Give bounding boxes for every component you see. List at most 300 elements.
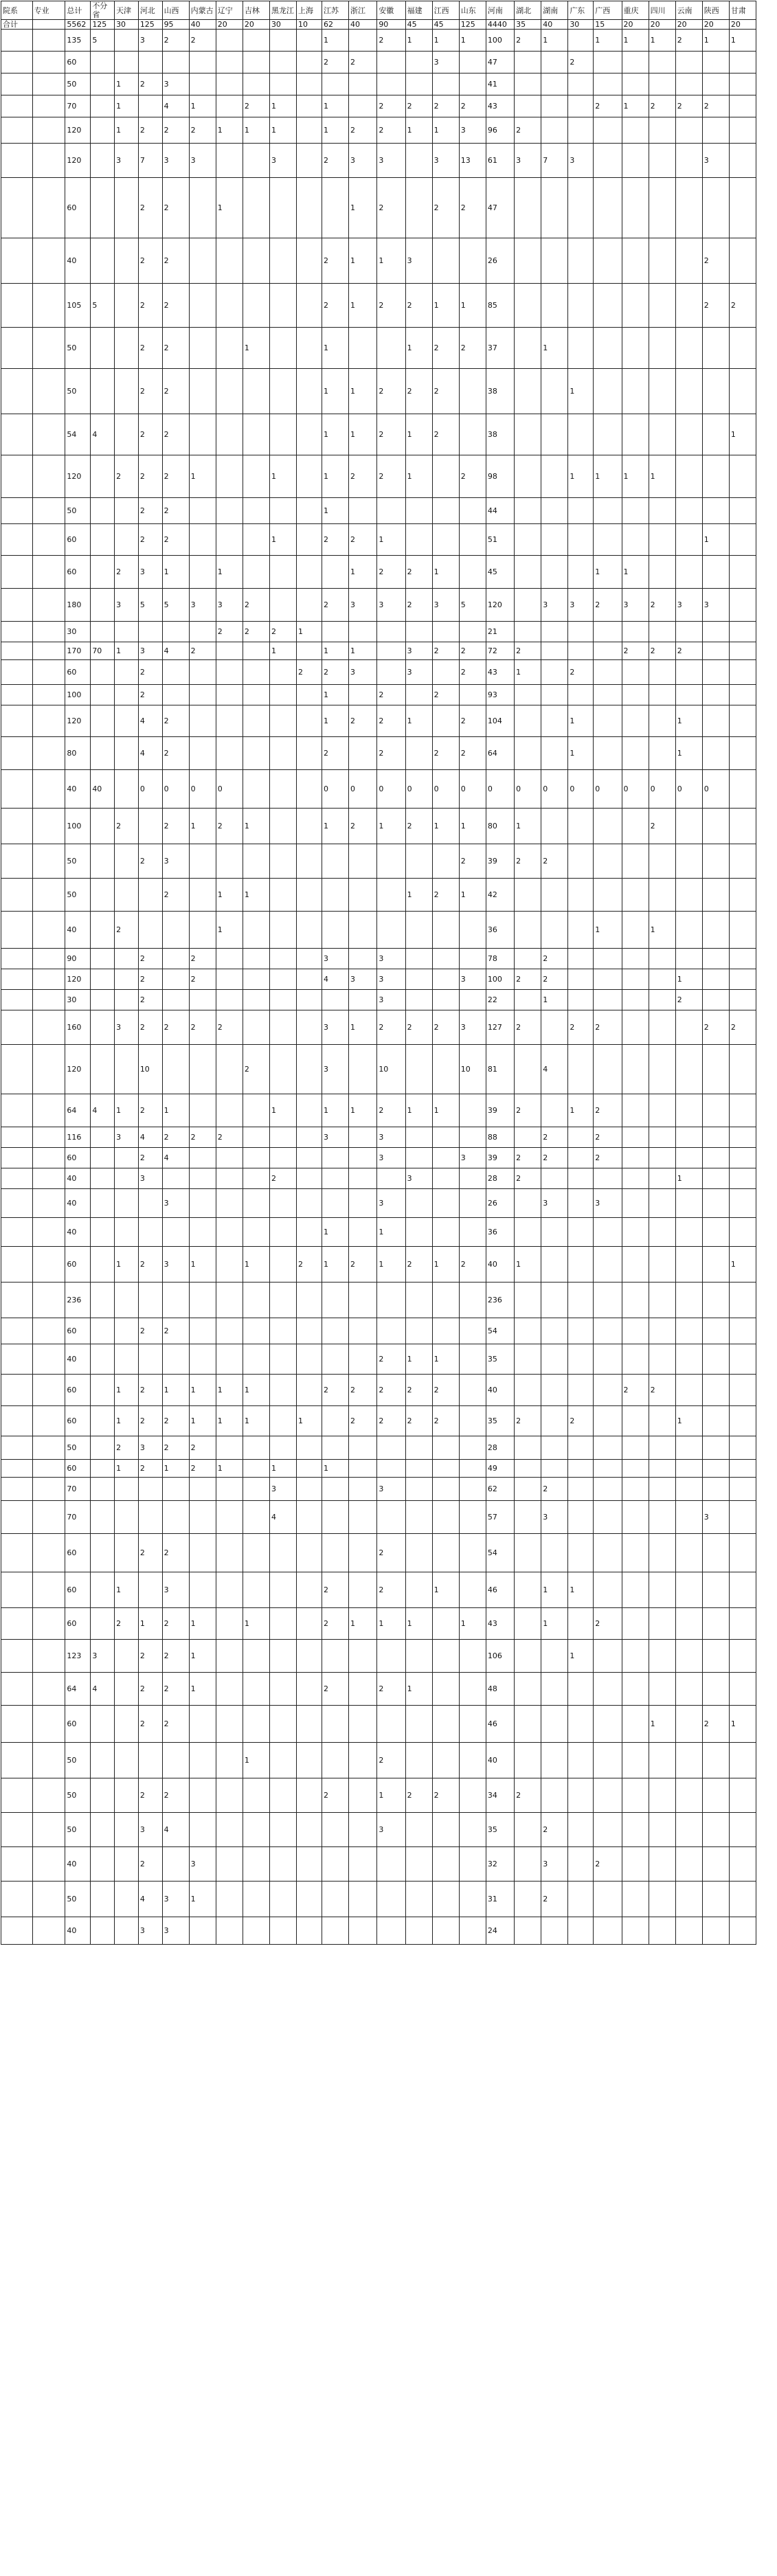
quota-cell bbox=[297, 1283, 322, 1318]
college-cell bbox=[1, 844, 33, 879]
quota-cell: 1 bbox=[432, 556, 459, 589]
major-cell bbox=[32, 1045, 65, 1094]
quota-cell bbox=[405, 1847, 432, 1882]
quota-cell: 26 bbox=[486, 1189, 514, 1218]
quota-cell bbox=[405, 1127, 432, 1148]
quota-cell bbox=[189, 284, 216, 328]
quota-cell bbox=[515, 1572, 541, 1608]
quota-cell bbox=[115, 284, 139, 328]
quota-cell bbox=[162, 660, 189, 685]
quota-cell bbox=[269, 879, 296, 912]
quota-cell bbox=[115, 1706, 139, 1743]
quota-cell: 41 bbox=[486, 74, 514, 95]
quota-cell bbox=[729, 498, 756, 524]
quota-cell bbox=[459, 238, 486, 284]
quota-cell bbox=[675, 1247, 702, 1283]
quota-cell: 42 bbox=[486, 879, 514, 912]
quota-cell bbox=[91, 52, 115, 74]
quota-cell bbox=[115, 1318, 139, 1344]
quota-cell bbox=[594, 1501, 622, 1534]
quota-cell: 1 bbox=[649, 1706, 675, 1743]
quota-cell: 2 bbox=[622, 1375, 649, 1406]
quota-cell bbox=[269, 1127, 296, 1148]
table-row bbox=[1, 328, 756, 369]
quota-cell bbox=[675, 1534, 702, 1572]
header-row bbox=[1, 1, 756, 20]
quota-cell bbox=[91, 1572, 115, 1608]
quota-cell bbox=[541, 117, 568, 144]
table-row bbox=[1, 642, 756, 660]
major-cell bbox=[32, 949, 65, 969]
quota-cell bbox=[594, 879, 622, 912]
quota-cell bbox=[459, 1460, 486, 1478]
quota-cell: 1 bbox=[115, 1247, 139, 1283]
quota-cell: 46 bbox=[486, 1572, 514, 1608]
quota-cell: 2 bbox=[649, 642, 675, 660]
quota-cell bbox=[515, 524, 541, 556]
quota-cell: 2 bbox=[216, 809, 243, 844]
quota-cell: 3 bbox=[405, 238, 432, 284]
quota-cell bbox=[702, 844, 729, 879]
quota-cell: 2 bbox=[349, 809, 377, 844]
quota-cell: 上海 bbox=[297, 1, 322, 20]
quota-cell bbox=[91, 622, 115, 642]
quota-cell bbox=[432, 1813, 459, 1847]
major-cell bbox=[32, 1882, 65, 1917]
quota-cell: 2 bbox=[377, 95, 405, 117]
table-row bbox=[1, 1283, 756, 1318]
quota-cell bbox=[269, 737, 296, 770]
quota-cell bbox=[432, 238, 459, 284]
quota-cell: 2 bbox=[322, 284, 348, 328]
quota-cell: 40 bbox=[65, 238, 91, 284]
major-cell bbox=[32, 809, 65, 844]
quota-cell: 1 bbox=[729, 30, 756, 52]
quota-cell bbox=[297, 1318, 322, 1344]
major-cell bbox=[32, 844, 65, 879]
quota-cell bbox=[349, 844, 377, 879]
quota-cell bbox=[622, 912, 649, 949]
quota-cell: 3 bbox=[377, 949, 405, 969]
quota-cell: 50 bbox=[65, 1436, 91, 1460]
table-row bbox=[1, 1478, 756, 1501]
quota-cell bbox=[432, 660, 459, 685]
quota-cell bbox=[649, 949, 675, 969]
quota-cell bbox=[594, 1673, 622, 1706]
quota-cell: 2 bbox=[322, 238, 348, 284]
quota-cell: 36 bbox=[486, 1218, 514, 1247]
quota-cell bbox=[594, 1460, 622, 1478]
quota-cell: 1 bbox=[115, 1460, 139, 1478]
quota-cell: 2 bbox=[162, 30, 189, 52]
quota-cell bbox=[568, 1608, 594, 1640]
quota-cell bbox=[189, 1148, 216, 1168]
quota-cell: 浙江 bbox=[349, 1, 377, 20]
quota-cell bbox=[541, 737, 568, 770]
quota-cell: 3 bbox=[702, 1501, 729, 1534]
quota-cell bbox=[568, 844, 594, 879]
quota-cell bbox=[322, 1847, 348, 1882]
quota-cell bbox=[702, 809, 729, 844]
quota-cell bbox=[702, 1045, 729, 1094]
quota-cell bbox=[115, 1478, 139, 1501]
quota-cell: 2 bbox=[432, 95, 459, 117]
quota-cell bbox=[729, 1189, 756, 1218]
college-cell bbox=[1, 524, 33, 556]
quota-cell bbox=[622, 1460, 649, 1478]
quota-cell bbox=[515, 284, 541, 328]
quota-cell: 1 bbox=[377, 524, 405, 556]
quota-cell: 1 bbox=[622, 556, 649, 589]
quota-cell bbox=[675, 1572, 702, 1608]
quota-cell: 3 bbox=[568, 589, 594, 622]
quota-cell bbox=[243, 144, 269, 178]
quota-cell: 2 bbox=[138, 660, 162, 685]
quota-cell bbox=[115, 1917, 139, 1945]
quota-cell bbox=[459, 1168, 486, 1189]
quota-cell bbox=[675, 1189, 702, 1218]
quota-cell bbox=[702, 52, 729, 74]
table-row bbox=[1, 1813, 756, 1847]
quota-cell bbox=[115, 1673, 139, 1706]
quota-cell: 2 bbox=[162, 1706, 189, 1743]
quota-cell: 2 bbox=[594, 1847, 622, 1882]
quota-cell: 2 bbox=[162, 284, 189, 328]
quota-cell: 30 bbox=[65, 990, 91, 1010]
quota-cell: 1 bbox=[115, 1406, 139, 1436]
quota-cell bbox=[243, 912, 269, 949]
quota-cell: 2 bbox=[138, 1318, 162, 1344]
quota-cell bbox=[115, 1847, 139, 1882]
quota-cell bbox=[115, 1283, 139, 1318]
quota-cell bbox=[91, 369, 115, 414]
quota-cell bbox=[91, 1148, 115, 1168]
table-row bbox=[1, 1406, 756, 1436]
quota-cell bbox=[216, 1847, 243, 1882]
quota-cell: 2 bbox=[243, 95, 269, 117]
quota-cell: 2 bbox=[377, 30, 405, 52]
quota-cell bbox=[541, 809, 568, 844]
quota-cell: 2 bbox=[377, 455, 405, 498]
quota-cell bbox=[216, 990, 243, 1010]
quota-cell: 1 bbox=[243, 1406, 269, 1436]
quota-cell: 64 bbox=[65, 1673, 91, 1706]
quota-cell bbox=[349, 1743, 377, 1778]
quota-cell: 3 bbox=[162, 1917, 189, 1945]
quota-cell bbox=[729, 1572, 756, 1608]
quota-cell: 2 bbox=[377, 1673, 405, 1706]
quota-cell: 43 bbox=[486, 660, 514, 685]
quota-cell bbox=[91, 1127, 115, 1148]
quota-cell bbox=[322, 1406, 348, 1436]
quota-cell bbox=[459, 498, 486, 524]
quota-cell: 2 bbox=[138, 949, 162, 969]
quota-cell: 39 bbox=[486, 844, 514, 879]
quota-cell bbox=[432, 1673, 459, 1706]
quota-cell bbox=[297, 498, 322, 524]
quota-cell bbox=[115, 660, 139, 685]
quota-cell: 49 bbox=[486, 1460, 514, 1478]
quota-cell bbox=[432, 1168, 459, 1189]
quota-cell: 2 bbox=[702, 284, 729, 328]
quota-cell bbox=[675, 369, 702, 414]
quota-cell bbox=[594, 1743, 622, 1778]
quota-cell: 2 bbox=[349, 117, 377, 144]
quota-cell: 39 bbox=[486, 1148, 514, 1168]
table-row bbox=[1, 1375, 756, 1406]
major-cell bbox=[32, 1127, 65, 1148]
quota-cell: 2 bbox=[675, 95, 702, 117]
quota-cell bbox=[675, 1778, 702, 1813]
quota-cell bbox=[729, 144, 756, 178]
college-cell bbox=[1, 1882, 33, 1917]
quota-cell bbox=[729, 74, 756, 95]
quota-cell bbox=[297, 844, 322, 879]
table-row bbox=[1, 1168, 756, 1189]
quota-cell bbox=[115, 949, 139, 969]
quota-cell: 2 bbox=[322, 1608, 348, 1640]
quota-cell: 38 bbox=[486, 369, 514, 414]
quota-cell bbox=[702, 1318, 729, 1344]
quota-cell: 20 bbox=[649, 20, 675, 30]
quota-cell bbox=[297, 705, 322, 737]
quota-cell: 2 bbox=[541, 1478, 568, 1501]
quota-cell bbox=[189, 1189, 216, 1218]
quota-cell: 3 bbox=[91, 1640, 115, 1673]
quota-cell: 4440 bbox=[486, 20, 514, 30]
quota-cell: 2 bbox=[459, 95, 486, 117]
quota-cell bbox=[459, 949, 486, 969]
table-row bbox=[1, 238, 756, 284]
quota-cell: 50 bbox=[65, 1882, 91, 1917]
quota-cell: 1 bbox=[675, 705, 702, 737]
quota-cell bbox=[138, 1743, 162, 1778]
quota-cell: 1 bbox=[297, 622, 322, 642]
quota-cell: 安徽 bbox=[377, 1, 405, 20]
quota-cell bbox=[729, 642, 756, 660]
quota-cell: 2 bbox=[377, 737, 405, 770]
quota-cell bbox=[91, 1534, 115, 1572]
quota-cell bbox=[162, 949, 189, 969]
quota-cell: 2 bbox=[405, 556, 432, 589]
quota-cell bbox=[675, 1706, 702, 1743]
quota-cell: 1 bbox=[377, 1608, 405, 1640]
quota-cell: 4 bbox=[322, 969, 348, 990]
quota-cell bbox=[322, 178, 348, 238]
quota-cell bbox=[377, 912, 405, 949]
quota-cell: 28 bbox=[486, 1436, 514, 1460]
quota-cell bbox=[594, 1436, 622, 1460]
quota-cell bbox=[405, 990, 432, 1010]
quota-cell: 2 bbox=[138, 990, 162, 1010]
quota-cell: 1 bbox=[216, 117, 243, 144]
quota-cell bbox=[377, 879, 405, 912]
quota-cell bbox=[115, 1168, 139, 1189]
quota-cell bbox=[405, 178, 432, 238]
quota-cell: 1 bbox=[138, 1608, 162, 1640]
quota-cell bbox=[649, 414, 675, 455]
quota-cell bbox=[702, 737, 729, 770]
quota-cell: 2 bbox=[377, 1743, 405, 1778]
quota-cell bbox=[243, 642, 269, 660]
table-row bbox=[1, 498, 756, 524]
quota-cell bbox=[189, 1045, 216, 1094]
quota-cell bbox=[405, 74, 432, 95]
quota-cell: 湖南 bbox=[541, 1, 568, 20]
quota-cell: 1 bbox=[459, 30, 486, 52]
quota-cell bbox=[702, 642, 729, 660]
quota-cell bbox=[649, 622, 675, 642]
quota-cell bbox=[297, 455, 322, 498]
quota-cell bbox=[459, 1847, 486, 1882]
quota-cell bbox=[622, 117, 649, 144]
quota-cell: 2 bbox=[377, 369, 405, 414]
quota-cell: 2 bbox=[405, 1247, 432, 1283]
quota-cell bbox=[515, 705, 541, 737]
quota-cell bbox=[216, 1168, 243, 1189]
quota-cell: 2 bbox=[162, 1608, 189, 1640]
quota-cell: 40 bbox=[65, 1847, 91, 1882]
quota-cell: 2 bbox=[594, 1010, 622, 1045]
quota-cell: 2 bbox=[349, 1375, 377, 1406]
college-cell bbox=[1, 660, 33, 685]
quota-cell bbox=[594, 238, 622, 284]
quota-cell bbox=[115, 705, 139, 737]
quota-cell: 30 bbox=[568, 20, 594, 30]
quota-cell: 2 bbox=[297, 660, 322, 685]
major-cell bbox=[32, 1917, 65, 1945]
quota-cell: 1 bbox=[568, 1640, 594, 1673]
quota-cell: 46 bbox=[486, 1706, 514, 1743]
college-cell bbox=[1, 1127, 33, 1148]
quota-cell bbox=[189, 1534, 216, 1572]
quota-cell: 1 bbox=[594, 455, 622, 498]
quota-cell bbox=[216, 1778, 243, 1813]
quota-cell: 1 bbox=[115, 1572, 139, 1608]
quota-cell: 云南 bbox=[675, 1, 702, 20]
quota-cell bbox=[269, 1344, 296, 1375]
quota-cell: 1 bbox=[322, 705, 348, 737]
quota-cell bbox=[515, 1501, 541, 1534]
quota-cell bbox=[729, 328, 756, 369]
quota-cell bbox=[405, 737, 432, 770]
quota-cell bbox=[649, 1640, 675, 1673]
quota-cell bbox=[649, 1882, 675, 1917]
quota-cell bbox=[568, 1375, 594, 1406]
quota-cell: 40 bbox=[486, 1743, 514, 1778]
quota-cell: 2 bbox=[432, 414, 459, 455]
quota-cell bbox=[622, 949, 649, 969]
quota-cell: 43 bbox=[486, 1608, 514, 1640]
quota-cell: 54 bbox=[486, 1534, 514, 1572]
quota-cell: 2 bbox=[138, 1148, 162, 1168]
quota-cell: 2 bbox=[243, 1045, 269, 1094]
quota-cell: 3 bbox=[594, 1189, 622, 1218]
quota-cell: 1 bbox=[432, 1094, 459, 1127]
quota-cell bbox=[115, 1218, 139, 1247]
quota-cell bbox=[432, 1882, 459, 1917]
quota-cell: 2 bbox=[649, 589, 675, 622]
quota-cell: 河南 bbox=[486, 1, 514, 20]
quota-cell bbox=[322, 1743, 348, 1778]
quota-cell bbox=[243, 1847, 269, 1882]
quota-cell: 120 bbox=[65, 1045, 91, 1094]
quota-cell bbox=[541, 1743, 568, 1778]
college-cell bbox=[1, 74, 33, 95]
quota-cell bbox=[243, 238, 269, 284]
quota-cell: 1 bbox=[377, 1778, 405, 1813]
quota-cell bbox=[91, 879, 115, 912]
quota-cell bbox=[541, 524, 568, 556]
quota-cell bbox=[702, 685, 729, 705]
quota-cell: 3 bbox=[541, 1501, 568, 1534]
quota-cell bbox=[729, 770, 756, 809]
quota-cell bbox=[675, 52, 702, 74]
quota-cell bbox=[297, 1534, 322, 1572]
quota-cell bbox=[297, 1436, 322, 1460]
quota-cell: 2 bbox=[189, 30, 216, 52]
quota-cell bbox=[541, 414, 568, 455]
college-cell bbox=[1, 1148, 33, 1168]
quota-cell: 1 bbox=[243, 1247, 269, 1283]
quota-cell bbox=[432, 912, 459, 949]
quota-cell bbox=[216, 30, 243, 52]
quota-cell bbox=[349, 1283, 377, 1318]
quota-cell bbox=[459, 990, 486, 1010]
quota-cell bbox=[349, 1218, 377, 1247]
quota-cell: 1 bbox=[322, 369, 348, 414]
quota-cell bbox=[622, 1501, 649, 1534]
quota-cell bbox=[622, 1640, 649, 1673]
quota-cell bbox=[377, 1847, 405, 1882]
quota-cell: 1 bbox=[216, 178, 243, 238]
quota-cell: 2 bbox=[322, 1375, 348, 1406]
quota-cell bbox=[515, 556, 541, 589]
quota-cell bbox=[162, 1501, 189, 1534]
major-cell bbox=[32, 879, 65, 912]
quota-cell bbox=[91, 1318, 115, 1344]
quota-cell bbox=[729, 660, 756, 685]
quota-cell bbox=[216, 328, 243, 369]
quota-cell: 3 bbox=[138, 642, 162, 660]
quota-cell: 2 bbox=[138, 844, 162, 879]
quota-cell bbox=[649, 737, 675, 770]
quota-cell: 1 bbox=[675, 1406, 702, 1436]
quota-cell bbox=[568, 178, 594, 238]
quota-cell bbox=[649, 1218, 675, 1247]
quota-cell bbox=[675, 844, 702, 879]
quota-cell bbox=[269, 1406, 296, 1436]
table-row bbox=[1, 949, 756, 969]
table-row bbox=[1, 1847, 756, 1882]
quota-cell bbox=[541, 1283, 568, 1318]
quota-cell: 2 bbox=[377, 1534, 405, 1572]
quota-cell: 3 bbox=[189, 144, 216, 178]
quota-cell: 2 bbox=[405, 589, 432, 622]
college-cell bbox=[1, 1743, 33, 1778]
quota-cell bbox=[594, 1406, 622, 1436]
table-row bbox=[1, 1344, 756, 1375]
major-cell bbox=[32, 238, 65, 284]
quota-cell: 1 bbox=[432, 809, 459, 844]
quota-cell bbox=[622, 1917, 649, 1945]
quota-cell bbox=[405, 1318, 432, 1344]
quota-cell bbox=[675, 622, 702, 642]
quota-cell bbox=[91, 1189, 115, 1218]
quota-cell: 60 bbox=[65, 1460, 91, 1478]
quota-cell: 1 bbox=[162, 556, 189, 589]
quota-cell bbox=[115, 844, 139, 879]
